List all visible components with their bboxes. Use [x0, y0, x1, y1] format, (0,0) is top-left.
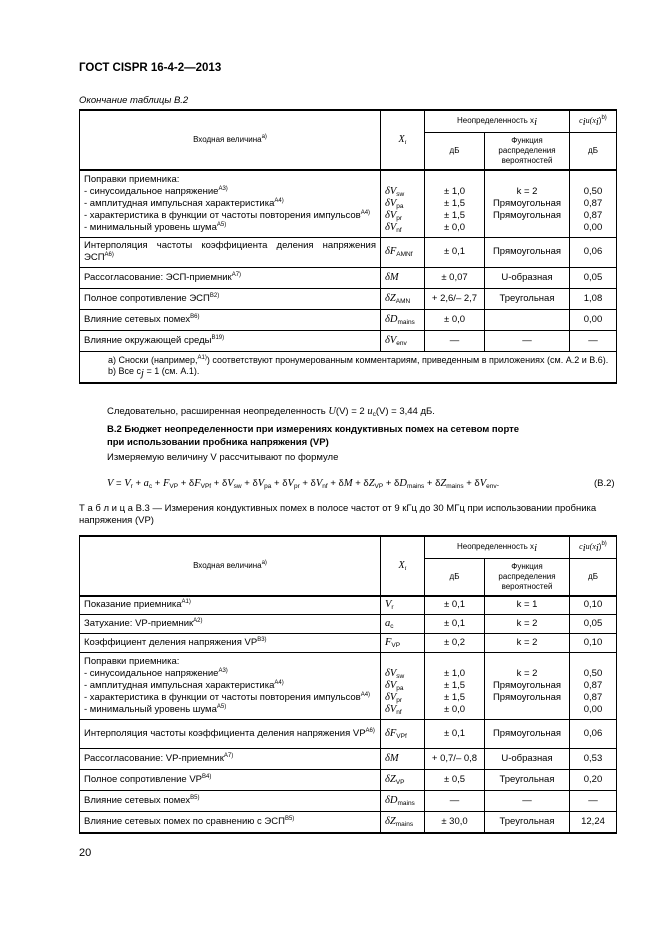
uncertainty-table-b2	[79, 109, 617, 384]
sub-item-uncertainty: ± 0,0	[443, 704, 466, 715]
symbol: δV	[385, 185, 397, 197]
col-ciu: $c_iu(x_i)^{b)}$	[570, 110, 617, 132]
label-cell	[80, 749, 381, 770]
group-unc-cell	[425, 653, 485, 720]
row-label: Влияние сетевых помех	[84, 313, 191, 325]
row-label: - амплитудная импульсная характеристика	[84, 197, 275, 209]
symbol: δV	[385, 197, 397, 209]
footnote-ref: B6)	[190, 313, 200, 320]
value-cell: 0,06	[570, 237, 617, 267]
sub-item-value: 0,50	[583, 185, 603, 197]
footnote-ref: A3)	[218, 185, 228, 192]
distribution-cell: Треугольная	[485, 288, 570, 309]
symbol-cell	[381, 288, 425, 309]
distribution-cell	[485, 309, 570, 330]
label-cell	[80, 812, 381, 833]
uncertainty-cell: ± 0,1	[425, 596, 485, 615]
symbol-subscript: nf	[396, 226, 402, 234]
row-label: Полное сопротивление VP	[84, 774, 203, 785]
symbol-subscript: c	[390, 623, 394, 630]
symbol-subscript: env	[396, 339, 407, 347]
label-cell	[80, 791, 381, 812]
col-input-quantity: Входная величина$^{a)}$	[80, 536, 381, 596]
distribution-cell: k = 1	[485, 596, 570, 615]
value-cell: 0,05	[570, 267, 617, 288]
symbol: δF	[385, 246, 397, 257]
label-cell	[80, 634, 381, 653]
uncertainty-cell: + 0,7/– 0,8	[425, 749, 485, 770]
symbol: δF	[385, 728, 397, 739]
sub-item-symbol	[385, 680, 420, 692]
group-val-cell	[570, 170, 617, 238]
distribution-cell: k = 2	[485, 634, 570, 653]
table-row	[80, 596, 617, 615]
uncertainty-table-b3	[79, 535, 617, 834]
sub-item-distribution: Прямоугольная	[492, 680, 562, 691]
sub-item-distribution: Прямоугольная	[492, 209, 562, 221]
group-val-cell	[570, 653, 617, 720]
label-cell	[80, 267, 381, 288]
col-xi: $X_i$	[381, 110, 425, 170]
symbol-subscript: r	[391, 604, 394, 612]
value-cell: 0,10	[570, 634, 617, 653]
sub-item-distribution	[489, 222, 565, 234]
table-row	[80, 749, 617, 770]
sub-item	[84, 692, 376, 704]
sub-item-value: 0,87	[583, 680, 603, 691]
footnote-ref: B5)	[190, 795, 200, 801]
symbol-subscript: pr	[396, 697, 403, 704]
value-cell: 0,20	[570, 770, 617, 791]
symbol-subscript: nf	[396, 709, 402, 716]
sub-item-symbol	[385, 704, 420, 716]
symbol: V	[385, 599, 392, 611]
symbol-subscript: VP	[391, 642, 401, 649]
row-label: - минимальный уровень шума	[84, 221, 217, 233]
footnote-ref: A1)	[181, 599, 191, 606]
group-title: Поправки приемника:	[84, 173, 180, 185]
symbol: δV	[385, 668, 397, 679]
symbol: δM	[385, 271, 399, 283]
value-cell: 0,05	[570, 615, 617, 634]
col-uncertainty: Неопределенность $x_i$	[425, 110, 570, 132]
row-label: - амплитудная импульсная характеристика	[84, 680, 275, 691]
sub-item	[84, 222, 376, 234]
symbol: δV	[385, 221, 397, 233]
uncertainty-cell: ± 0,1	[425, 615, 485, 634]
sub-item-symbol	[385, 210, 420, 222]
table-row	[80, 791, 617, 812]
group-symbol-cell	[381, 653, 425, 720]
symbol-subscript: pa	[396, 685, 404, 692]
row-label: - синусоидальное напряжение	[84, 668, 219, 679]
col-uncertainty: Неопределенность $x_i$	[425, 536, 570, 558]
symbol: δZ	[385, 292, 396, 304]
symbol-subscript: mains	[395, 820, 414, 828]
table-row	[80, 812, 617, 833]
row-label: Интерполяция частоты коэффициента деления напряжения VP	[84, 728, 366, 739]
page-number: 20	[79, 847, 92, 859]
sub-item-value: 0,87	[583, 197, 603, 209]
row-label: - характеристика в функции от частоты повторения импульсов	[84, 692, 361, 703]
symbol-subscript: pa	[396, 202, 404, 210]
distribution-cell: Треугольная	[485, 770, 570, 791]
symbol: δV	[385, 692, 397, 703]
sub-item-symbol	[385, 668, 420, 680]
row-label: - синусоидальное напряжение	[84, 185, 219, 197]
symbol-cell	[381, 615, 425, 634]
footnote-ref: A3)	[218, 668, 228, 674]
group-title: Поправки приемника:	[84, 656, 180, 667]
symbol-subscript: VP	[395, 779, 405, 786]
distribution-cell: Треугольная	[485, 812, 570, 833]
distribution-cell: Прямоугольная	[485, 720, 570, 749]
sub-item-distribution: k = 2	[516, 185, 538, 197]
row-label: Влияние сетевых помех	[84, 795, 191, 806]
symbol: F	[385, 637, 392, 648]
symbol: δD	[385, 313, 398, 325]
label-cell	[80, 237, 381, 267]
uncertainty-cell: ± 0,1	[425, 237, 485, 267]
value-cell: 0,06	[570, 720, 617, 749]
group-dist-cell	[485, 170, 570, 238]
uncertainty-cell: ± 0,1	[425, 720, 485, 749]
note-b: b) Все $c_j = 1$ (см. А.1).	[108, 366, 200, 379]
col-db-2: дБ	[570, 558, 617, 596]
sub-item-distribution: k = 2	[516, 668, 538, 679]
sub-item-value: 0,87	[583, 692, 603, 703]
footnote-ref: A7)	[231, 271, 242, 278]
col-db: дБ	[425, 132, 485, 170]
document-header: ГОСТ CISPR 16-4-2—2013	[79, 62, 222, 74]
sub-item-uncertainty: ± 1,0	[443, 185, 466, 197]
sub-item-symbol	[385, 198, 420, 210]
footnote-ref: A2)	[193, 618, 203, 624]
symbol-cell	[381, 596, 425, 615]
distribution-cell: k = 2	[485, 615, 570, 634]
sub-item	[84, 186, 376, 198]
row-label: Влияние сетевых помех по сравнению с ЭСП	[84, 815, 285, 827]
group-label-cell	[80, 170, 381, 238]
uncertainty-cell: + 2,6/– 2,7	[425, 288, 485, 309]
note-a: a) Сноски (например,$^{A1)}$) соответствуют пронумерованным комментариям, приведенным в приложениях (см. А.2 и В.6).	[108, 354, 609, 365]
table-b3-caption: Т а б л и ц а В.3 — Измерения кондуктивных помех в полосе частот от 9 кГц до 30 МГц при использовании пробника напряжения (VP)	[79, 503, 597, 526]
symbol: δV	[385, 334, 397, 346]
sub-item-distribution: Прямоугольная	[492, 197, 562, 209]
distribution-cell: U-образная	[485, 267, 570, 288]
value-cell: 1,08	[570, 288, 617, 309]
label-cell	[80, 596, 381, 615]
label-cell	[80, 615, 381, 634]
value-cell: 12,24	[570, 812, 617, 833]
sub-item	[84, 704, 376, 716]
footnote-ref: B19)	[211, 334, 225, 341]
symbol: δZ	[385, 774, 396, 785]
uncertainty-cell: ± 30,0	[425, 812, 485, 833]
footnote-ref: A4)	[274, 197, 284, 204]
footnote-ref: A6)	[365, 728, 375, 734]
symbol-cell	[381, 237, 425, 267]
symbol-cell	[381, 309, 425, 330]
sub-item-symbol	[385, 186, 420, 198]
symbol: δV	[385, 704, 397, 715]
symbol: δV	[385, 680, 397, 691]
sub-item-value: 0,87	[583, 209, 603, 221]
label-cell	[80, 770, 381, 791]
sub-item-uncertainty: ± 1,5	[443, 680, 466, 691]
footnote-ref: B5)	[284, 815, 295, 822]
table-row	[80, 634, 617, 653]
section-title-line-1: В.2 Бюджет неопределенности при измерениях кондуктивных помех на сетевом порте	[107, 424, 520, 435]
sub-item-uncertainty: ± 1,5	[443, 197, 466, 209]
footnote-ref: A5)	[216, 221, 227, 228]
uncertainty-cell: ± 0,07	[425, 267, 485, 288]
row-label: - минимальный уровень шума	[84, 704, 217, 715]
value-cell: —	[570, 330, 617, 351]
table-row	[80, 770, 617, 791]
footnote-ref: A7)	[223, 753, 234, 759]
label-cell	[80, 288, 381, 309]
label-cell	[80, 330, 381, 351]
distribution-cell: —	[485, 330, 570, 351]
value-cell: 0,10	[570, 596, 617, 615]
group-label-cell	[80, 653, 381, 720]
table-row	[80, 237, 617, 267]
table-row	[80, 309, 617, 330]
table-row	[80, 330, 617, 351]
table-notes	[80, 351, 617, 383]
formula-intro: Измеряемую величину V рассчитывают по формуле	[107, 452, 339, 463]
sub-item	[84, 198, 376, 210]
table-row	[80, 288, 617, 309]
footnote-ref: A4)	[274, 680, 284, 686]
sub-item-distribution	[489, 704, 565, 716]
table-continuation-caption: Окончание таблицы В.2	[79, 95, 189, 106]
col-distribution: Функция распределения вероятностей	[485, 132, 570, 170]
uncertainty-cell: —	[425, 791, 485, 812]
symbol: δV	[385, 209, 397, 221]
symbol-subscript: sw	[396, 673, 405, 680]
sub-item	[84, 680, 376, 692]
distribution-cell: Прямоугольная	[485, 237, 570, 267]
row-label: - характеристика в функции от частоты повторения импульсов	[84, 209, 361, 221]
symbol: δD	[385, 795, 398, 806]
table-row	[80, 267, 617, 288]
formula-b2: $V = V_r + a_c + F_{VP} + \delta F_{VPf} + \delta V_{sw} + \delta V_{pa} + \delta V_{pr} + \delta V_{nf} + \delta M + \delta Z_{VP} + \delta D_{mains} + \delta Z_{mains} + \delta V_{env}$.	[107, 478, 500, 490]
col-ciu: $c_iu(x_i)^{b)}$	[570, 536, 617, 558]
symbol-subscript: mains	[397, 800, 415, 807]
symbol-subscript: AMNf	[396, 251, 413, 258]
symbol-subscript: VPf	[396, 733, 407, 740]
symbol: δZ	[385, 815, 396, 827]
value-cell: 0,53	[570, 749, 617, 770]
symbol-cell	[381, 720, 425, 749]
table-row	[80, 653, 617, 720]
footnote-ref: B2)	[209, 292, 220, 299]
table-row	[80, 170, 617, 238]
sub-item-symbol	[385, 692, 420, 704]
row-label: Затухание: VP-приемник	[84, 618, 194, 629]
row-label: Рассогласование: VP-приемник	[84, 753, 224, 764]
group-dist-cell	[485, 653, 570, 720]
symbol-cell	[381, 267, 425, 288]
sub-item-uncertainty: ± 1,5	[443, 209, 466, 221]
section-title-line-2: при использовании пробника напряжения (VP)	[107, 437, 329, 448]
col-distribution: Функция распределения вероятностей	[485, 558, 570, 596]
symbol-subscript: mains	[397, 318, 415, 326]
footnote-ref: A6)	[104, 252, 114, 258]
sub-item-value: 0,50	[583, 668, 603, 679]
value-cell: —	[570, 791, 617, 812]
table-row	[80, 615, 617, 634]
row-label: Влияние окружающей среды	[84, 334, 212, 346]
footnote-ref: B3)	[257, 637, 267, 643]
symbol-subscript: sw	[396, 190, 405, 198]
row-label: Рассогласование: ЭСП-приемник	[84, 271, 232, 283]
footnote-ref: A4)	[360, 692, 371, 698]
col-db: дБ	[425, 558, 485, 596]
uncertainty-cell: ± 0,2	[425, 634, 485, 653]
symbol: a	[385, 618, 391, 629]
value-cell: 0,00	[570, 309, 617, 330]
symbol-cell	[381, 791, 425, 812]
table-row	[80, 720, 617, 749]
sub-item	[84, 210, 376, 222]
expanded-uncertainty-text: Следовательно, расширенная неопределенность U(V) = 2 $u_c(V) = 3,44$ дБ.	[107, 406, 435, 418]
footnote-ref: A4)	[360, 209, 371, 216]
sub-item-value: 0,00	[583, 221, 603, 233]
symbol-cell	[381, 812, 425, 833]
group-unc-cell	[425, 170, 485, 238]
formula-number: (B.2)	[594, 478, 615, 489]
col-input-quantity: Входная величина$^{a)}$	[80, 110, 381, 170]
distribution-cell: —	[485, 791, 570, 812]
symbol-subscript: pr	[396, 214, 403, 222]
sub-item-uncertainty: ± 1,5	[443, 692, 466, 703]
col-db-2: дБ	[570, 132, 617, 170]
symbol-cell	[381, 634, 425, 653]
label-cell	[80, 720, 381, 749]
distribution-cell: U-образная	[485, 749, 570, 770]
sub-item	[84, 668, 376, 680]
symbol-subscript: AMN	[395, 297, 411, 305]
row-label: Показание приемника	[84, 599, 182, 611]
uncertainty-cell: —	[425, 330, 485, 351]
sub-item-value: 0,00	[583, 704, 603, 715]
col-xi: $X_i$	[381, 536, 425, 596]
sub-item-symbol	[385, 222, 420, 234]
symbol-cell	[381, 330, 425, 351]
symbol-cell	[381, 749, 425, 770]
row-label: Полное сопротивление ЭСП	[84, 292, 210, 304]
sub-item-distribution: Прямоугольная	[492, 692, 562, 703]
row-label: Коэффициент деления напряжения VP	[84, 637, 258, 648]
sub-item-uncertainty: ± 1,0	[443, 668, 466, 679]
label-cell	[80, 309, 381, 330]
group-symbol-cell	[381, 170, 425, 238]
symbol: δM	[385, 753, 399, 764]
symbol-cell	[381, 770, 425, 791]
footnote-ref: B4)	[202, 774, 212, 780]
footnote-ref: A5)	[216, 704, 227, 710]
uncertainty-cell: ± 0,0	[425, 309, 485, 330]
sub-item-uncertainty: ± 0,0	[443, 221, 466, 233]
uncertainty-cell: ± 0,5	[425, 770, 485, 791]
row-label: Интерполяция частоты коэффициента деления напряжения ЭСП	[84, 240, 376, 263]
